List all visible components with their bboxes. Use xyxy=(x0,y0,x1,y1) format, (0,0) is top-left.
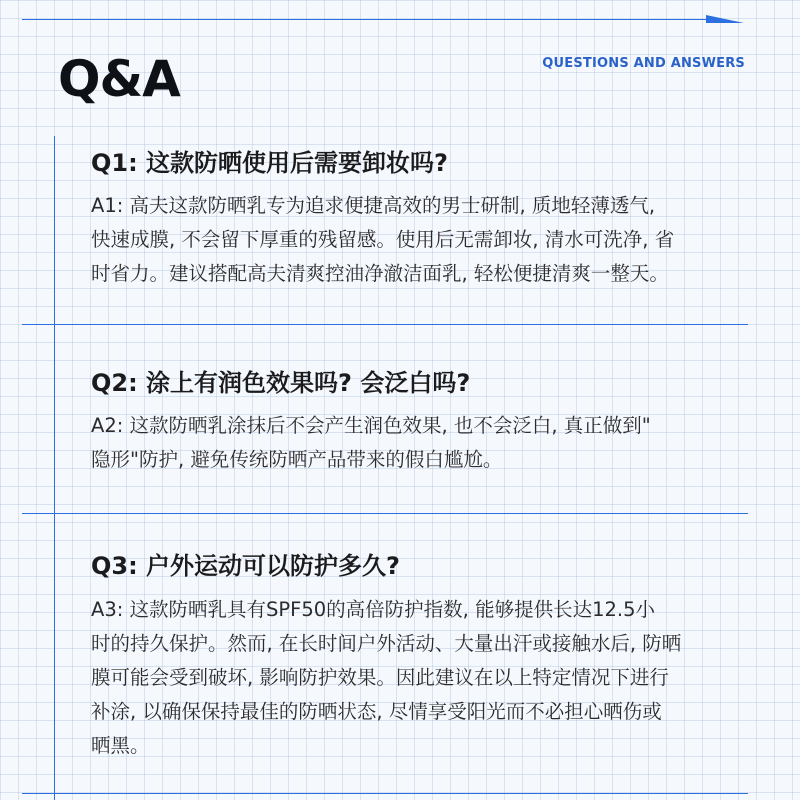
answer-3-line: 补涂, 以确保保持最佳的防晒状态, 尽情享受阳光而不必担心晒伤或 xyxy=(91,700,662,723)
answer-3-line: A3: 这款防晒乳具有SPF50的高倍防护指数, 能够提供长达12.5小 xyxy=(91,598,655,621)
answer-1-line: 时省力。建议搭配高夫清爽控油净澈洁面乳, 轻松便捷清爽一整天。 xyxy=(91,262,669,285)
answer-1-line: 快速成膜, 不会留下厚重的残留感。使用后无需卸妆, 清水可洗净, 省 xyxy=(91,228,675,251)
answer-2-line: A2: 这款防晒乳涂抹后不会产生润色效果, 也不会泛白, 真正做到" xyxy=(91,414,651,437)
answer-3-line: 膜可能会受到破坏, 影响防护效果。因此建议在以上特定情况下进行 xyxy=(91,666,669,689)
answer-3-line: 时的持久保护。然而, 在长时间户外活动、大量出汗或接触水后, 防晒 xyxy=(91,632,682,655)
question-3: Q3: 户外运动可以防护多久? xyxy=(91,552,400,580)
arrow-icon xyxy=(706,11,744,27)
section-divider xyxy=(22,324,748,325)
page-title: Q&A xyxy=(58,50,180,108)
question-2: Q2: 涂上有润色效果吗? 会泛白吗? xyxy=(91,369,471,397)
answer-2-line: 隐形"防护, 避免传统防晒产品带来的假白尴尬。 xyxy=(91,448,503,471)
section-divider xyxy=(22,793,748,794)
answer-2 xyxy=(91,409,741,477)
answer-1-line: A1: 高夫这款防晒乳专为追求便捷高效的男士研制, 质地轻薄透气, xyxy=(91,194,656,217)
answer-3-line: 晒黑。 xyxy=(91,734,150,757)
section-divider xyxy=(22,513,748,514)
answer-1 xyxy=(91,189,741,291)
left-accent-line xyxy=(54,136,55,800)
question-1: Q1: 这款防晒使用后需要卸妆吗? xyxy=(91,149,448,177)
top-divider xyxy=(22,19,716,20)
answer-3 xyxy=(91,593,741,763)
section-eyebrow: QUESTIONS AND ANSWERS xyxy=(542,56,745,71)
